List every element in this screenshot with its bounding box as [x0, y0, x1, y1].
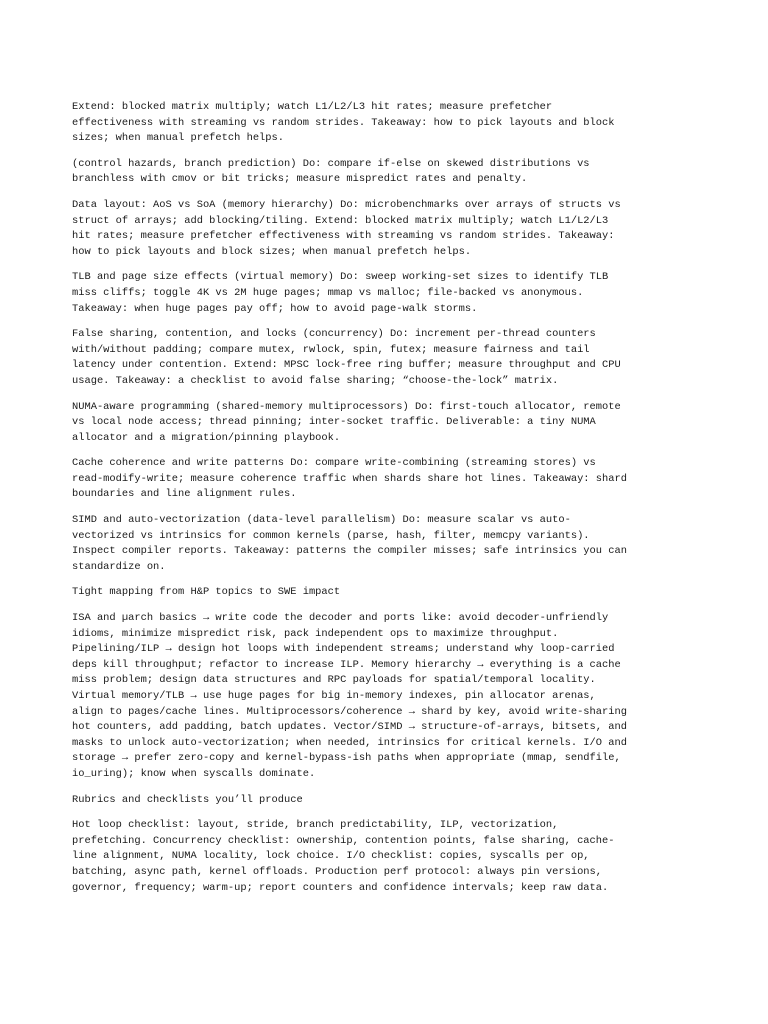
document-page — [72, 100, 632, 906]
paragraph-cache-coherence: Cache coherence and write patterns Do: compare write-combining (streaming stores) vs read-modify-write; measure coherence traffic when shards share hot lines. Takeaway: shard boundaries and line alignment rules. — [72, 457, 627, 501]
paragraph-isa-mapping: ISA and µarch basics → write code the decoder and ports like: avoid decoder-unfriendly idioms, minimize mispredict risk, pack independent ops to maximize throughput. Pipelining/ILP → design hot loops with independent streams; understand why loop-carried deps kill throughput; refactor to increase ILP. Memory hierarchy → everything is a cache miss problem; design data structures and RPC payloads for spatial/temporal locality. Virtual memory/TLB → use huge pages for big in-memory indexes, pin allocator arenas, align to pages/cache lines. Multiprocessors/coherence → shard by key, avoid write-sharing hot counters, add padding, batch updates. Vector/SIMD → structure-of-arrays, bitsets, and masks to unlock auto-vectorization; when needed, intrinsics for critical kernels. I/O and storage → prefer zero-copy and kernel-bypass-ish paths when appropriate (mmap, sendfile, io_uring); know when syscalls dominate. — [72, 612, 627, 780]
section-heading-mapping: Tight mapping from H&P topics to SWE impact — [72, 586, 341, 599]
paragraph-extend-blocked-matrix: Extend: blocked matrix multiply; watch L1/L2/L3 hit rates; measure prefetcher effectiveness with streaming vs random strides. Takeaway: how to pick layouts and block sizes; when manual prefetch helps. — [72, 101, 615, 145]
paragraph-data-layout: Data layout: AoS vs SoA (memory hierarchy) Do: microbenchmarks over arrays of structs vs struct of arrays; add blocking/tiling. Extend: blocked matrix multiply; watch L1/L2/L3 hit rates; measure prefetcher effectiveness with streaming vs random strides. Takeaway: how to pick layouts and block sizes; when manual prefetch helps. — [72, 198, 621, 258]
paragraph-tlb-page-size: TLB and page size effects (virtual memory) Do: sweep working-set sizes to identify TLB miss cliffs; toggle 4K vs 2M huge pages; mmap vs malloc; file-backed vs anonymous. Takeaway: when huge pages pay off; how to avoid page-walk storms. — [72, 271, 609, 315]
section-heading-rubrics: Rubrics and checklists you’ll produce — [72, 793, 303, 806]
paragraph-checklists: Hot loop checklist: layout, stride, branch predictability, ILP, vectorization, prefetching. Concurrency checklist: ownership, contention points, false sharing, cache-line alignment, NUMA locality, lock choice. I/O checklist: copies, syscalls per op, batching, async path, kernel offloads. Production perf protocol: always pin versions, governor, frequency; warm-up; report counters and confidence intervals; keep raw data. — [72, 819, 615, 894]
paragraph-control-hazards: (control hazards, branch prediction) Do: compare if-else on skewed distributions vs branchless with cmov or bit tricks; measure mispredict rates and penalty. — [72, 157, 590, 186]
paragraph-numa-aware: NUMA-aware programming (shared-memory multiprocessors) Do: first-touch allocator, remote vs local node access; thread pinning; inter-socket traffic. Deliverable: a tiny NUMA allocator and a migration/pinning playbook. — [72, 400, 621, 444]
paragraph-simd-vectorization: SIMD and auto-vectorization (data-level parallelism) Do: measure scalar vs auto-vectorized vs intrinsics for common kernels (parse, hash, filter, memcpy variants). Inspect compiler reports. Takeaway: patterns the compiler misses; safe intrinsics you can standardize on. — [72, 514, 627, 573]
paragraph-false-sharing: False sharing, contention, and locks (concurrency) Do: increment per-thread counters with/without padding; compare mutex, rwlock, spin, futex; measure fairness and tail latency under contention. Extend: MPSC lock-free ring buffer; measure throughput and CPU usage. Takeaway: a checklist to avoid false sharing; “choose-the-lock” matrix. — [72, 328, 621, 387]
